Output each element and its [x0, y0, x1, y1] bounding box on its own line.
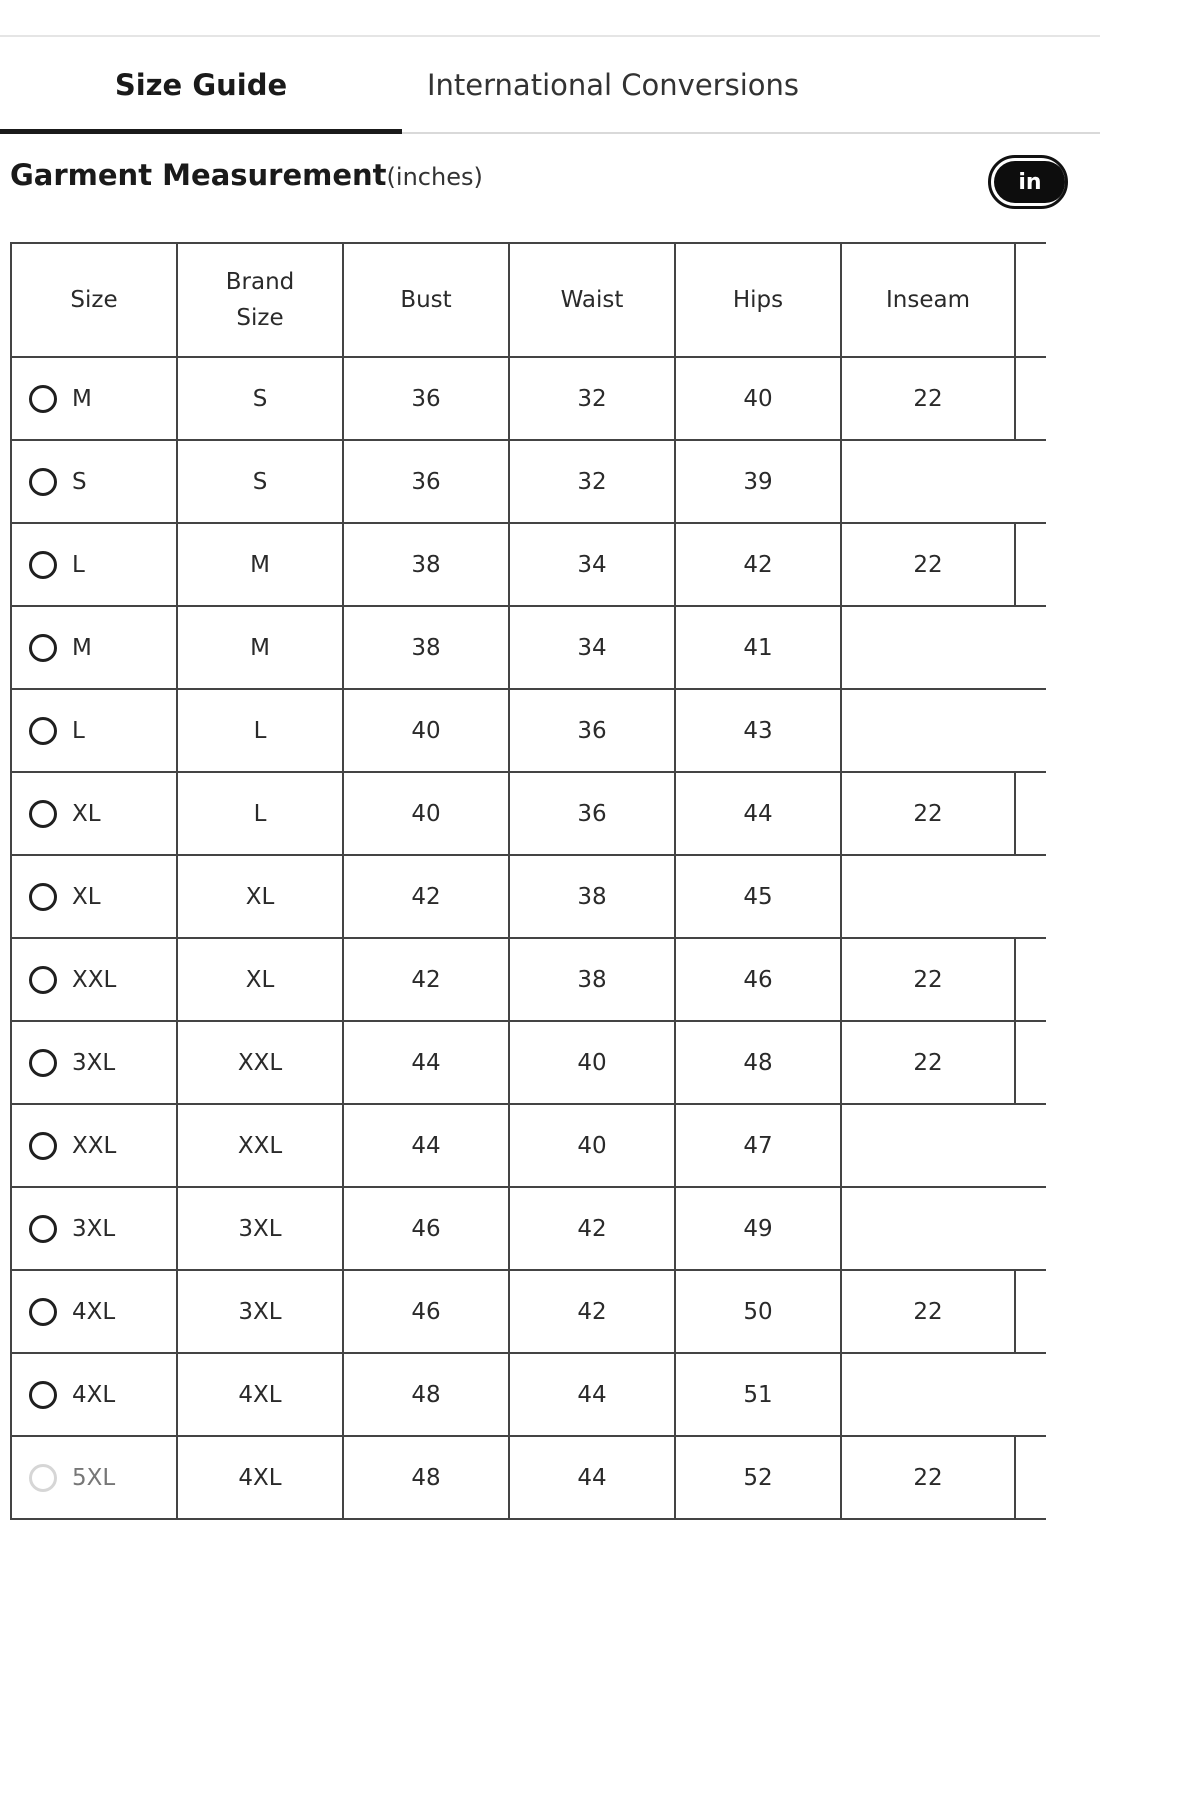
waist-cell: 34 — [509, 606, 675, 689]
table-row[interactable] — [11, 1021, 1046, 1104]
inseam-cell: 22 — [841, 1436, 1015, 1519]
size-option[interactable] — [12, 1464, 176, 1492]
size-label: 4XL — [72, 1298, 116, 1325]
table-row[interactable] — [11, 357, 1046, 440]
waist-cell: 36 — [509, 689, 675, 772]
bust-cell: 48 — [343, 1436, 509, 1519]
waist-cell: 38 — [509, 855, 675, 938]
size-radio[interactable] — [29, 385, 57, 413]
bust-cell: 40 — [343, 689, 509, 772]
size-option[interactable] — [12, 1298, 176, 1326]
size-cell[interactable] — [11, 1104, 177, 1187]
size-cell[interactable] — [11, 1187, 177, 1270]
header-hips: Hips — [675, 243, 841, 357]
bust-cell: 36 — [343, 357, 509, 440]
size-radio[interactable] — [29, 551, 57, 579]
brand-size-cell: 3XL — [177, 1187, 343, 1270]
brand-size-cell: S — [177, 357, 343, 440]
waist-cell: 36 — [509, 772, 675, 855]
brand-size-cell: 4XL — [177, 1353, 343, 1436]
waist-cell: 44 — [509, 1353, 675, 1436]
inseam-cell: 22 — [841, 1021, 1015, 1104]
size-cell[interactable] — [11, 1353, 177, 1436]
brand-size-cell: L — [177, 772, 343, 855]
overflow-cell — [1015, 1436, 1046, 1519]
size-label: M — [72, 634, 92, 661]
inseam-cell — [841, 440, 1015, 523]
size-radio[interactable] — [29, 1215, 57, 1243]
brand-size-cell: XL — [177, 938, 343, 1021]
bust-cell: 38 — [343, 523, 509, 606]
unit-toggle-label: in — [1018, 169, 1042, 195]
size-label: 3XL — [72, 1049, 116, 1076]
brand-size-cell: L — [177, 689, 343, 772]
active-tab-indicator — [0, 129, 402, 134]
hips-cell: 43 — [675, 689, 841, 772]
table-row[interactable] — [11, 523, 1046, 606]
size-label: 5XL — [72, 1464, 116, 1491]
size-option[interactable] — [12, 966, 176, 994]
overflow-cell — [1015, 440, 1046, 523]
inseam-cell — [841, 1353, 1015, 1436]
hips-cell: 39 — [675, 440, 841, 523]
section-title-text: Garment Measurement — [10, 158, 387, 192]
waist-cell: 42 — [509, 1270, 675, 1353]
size-cell[interactable] — [11, 357, 177, 440]
size-option[interactable] — [12, 634, 176, 662]
brand-size-cell: 4XL — [177, 1436, 343, 1519]
size-label: L — [72, 717, 85, 744]
inseam-cell: 22 — [841, 772, 1015, 855]
size-label: M — [72, 385, 92, 412]
overflow-cell — [1015, 1187, 1046, 1270]
tab-size-guide[interactable] — [0, 37, 402, 132]
hips-cell: 42 — [675, 523, 841, 606]
table-row[interactable] — [11, 1104, 1046, 1187]
size-cell[interactable] — [11, 1270, 177, 1353]
size-cell[interactable] — [11, 689, 177, 772]
size-option[interactable] — [12, 800, 176, 828]
size-option[interactable] — [12, 1381, 176, 1409]
bust-cell: 48 — [343, 1353, 509, 1436]
tab-international-conversions-label: International Conversions — [426, 67, 799, 102]
brand-size-cell: M — [177, 606, 343, 689]
size-label: XXL — [72, 1132, 117, 1159]
size-table — [10, 242, 1046, 1520]
table-row[interactable] — [11, 855, 1046, 938]
waist-cell: 32 — [509, 440, 675, 523]
brand-size-cell: S — [177, 440, 343, 523]
brand-size-cell: 3XL — [177, 1270, 343, 1353]
table-row[interactable] — [11, 772, 1046, 855]
bust-cell: 46 — [343, 1270, 509, 1353]
header-brand-size-line2: Size — [236, 305, 284, 331]
size-option[interactable] — [12, 717, 176, 745]
overflow-cell — [1015, 523, 1046, 606]
inseam-cell: 22 — [841, 1270, 1015, 1353]
hips-cell: 49 — [675, 1187, 841, 1270]
size-option[interactable] — [12, 468, 176, 496]
size-option[interactable] — [12, 551, 176, 579]
size-label: S — [72, 468, 87, 495]
overflow-cell — [1015, 855, 1046, 938]
inseam-cell — [841, 855, 1015, 938]
size-label: L — [72, 551, 85, 578]
size-option[interactable] — [12, 385, 176, 413]
section-title — [10, 158, 483, 192]
hips-cell: 45 — [675, 855, 841, 938]
waist-cell: 42 — [509, 1187, 675, 1270]
hips-cell: 46 — [675, 938, 841, 1021]
size-cell[interactable] — [11, 440, 177, 523]
size-option[interactable] — [12, 1215, 176, 1243]
table-row[interactable] — [11, 1187, 1046, 1270]
overflow-cell — [1015, 1270, 1046, 1353]
waist-cell: 38 — [509, 938, 675, 1021]
header-waist: Waist — [509, 243, 675, 357]
inseam-cell — [841, 606, 1015, 689]
waist-cell: 32 — [509, 357, 675, 440]
size-radio[interactable] — [29, 1464, 57, 1492]
size-cell[interactable] — [11, 1436, 177, 1519]
table-row[interactable] — [11, 938, 1046, 1021]
size-table-body — [11, 357, 1046, 1519]
bust-cell: 42 — [343, 855, 509, 938]
size-option[interactable] — [12, 883, 176, 911]
overflow-cell — [1015, 1104, 1046, 1187]
size-label: 3XL — [72, 1215, 116, 1242]
hips-cell: 52 — [675, 1436, 841, 1519]
brand-size-cell: XL — [177, 855, 343, 938]
tab-size-guide-label: Size Guide — [114, 67, 288, 102]
size-radio[interactable] — [29, 883, 57, 911]
bust-cell: 36 — [343, 440, 509, 523]
inseam-cell: 22 — [841, 523, 1015, 606]
size-cell[interactable] — [11, 606, 177, 689]
size-label: XL — [72, 883, 101, 910]
size-radio[interactable] — [29, 966, 57, 994]
inseam-cell — [841, 1187, 1015, 1270]
overflow-cell — [1015, 772, 1046, 855]
bust-cell: 44 — [343, 1104, 509, 1187]
inseam-cell: 22 — [841, 357, 1015, 440]
table-row[interactable] — [11, 440, 1046, 523]
inseam-cell: 22 — [841, 938, 1015, 1021]
size-radio[interactable] — [29, 1049, 57, 1077]
size-option[interactable] — [12, 1132, 176, 1160]
size-label: XXL — [72, 966, 117, 993]
table-row[interactable] — [11, 1436, 1046, 1519]
tab-bar — [0, 37, 1100, 134]
bust-cell: 44 — [343, 1021, 509, 1104]
table-row[interactable] — [11, 1270, 1046, 1353]
size-radio[interactable] — [29, 468, 57, 496]
overflow-cell — [1015, 606, 1046, 689]
overflow-cell — [1015, 689, 1046, 772]
inseam-cell — [841, 689, 1015, 772]
bust-cell: 40 — [343, 772, 509, 855]
table-row[interactable] — [11, 606, 1046, 689]
header-bust: Bust — [343, 243, 509, 357]
waist-cell: 40 — [509, 1021, 675, 1104]
hips-cell: 47 — [675, 1104, 841, 1187]
table-row[interactable] — [11, 689, 1046, 772]
size-option[interactable] — [12, 1049, 176, 1077]
tab-international-conversions[interactable] — [402, 37, 824, 132]
size-radio[interactable] — [29, 1132, 57, 1160]
table-row[interactable] — [11, 1353, 1046, 1436]
hips-cell: 48 — [675, 1021, 841, 1104]
unit-toggle[interactable] — [988, 155, 1068, 209]
waist-cell: 34 — [509, 523, 675, 606]
size-cell[interactable] — [11, 1021, 177, 1104]
size-radio[interactable] — [29, 800, 57, 828]
size-radio[interactable] — [29, 717, 57, 745]
size-cell[interactable] — [11, 772, 177, 855]
size-label: XL — [72, 800, 101, 827]
size-radio[interactable] — [29, 1298, 57, 1326]
hips-cell: 51 — [675, 1353, 841, 1436]
section-unit-text: (inches) — [386, 163, 483, 191]
brand-size-cell: M — [177, 523, 343, 606]
header-inseam: Inseam — [841, 243, 1015, 357]
bust-cell: 38 — [343, 606, 509, 689]
size-cell[interactable] — [11, 855, 177, 938]
inseam-cell — [841, 1104, 1015, 1187]
size-radio[interactable] — [29, 634, 57, 662]
overflow-cell — [1015, 938, 1046, 1021]
size-cell[interactable] — [11, 938, 177, 1021]
bust-cell: 42 — [343, 938, 509, 1021]
overflow-cell — [1015, 1021, 1046, 1104]
table-header-row — [11, 243, 1046, 357]
overflow-cell — [1015, 357, 1046, 440]
hips-cell: 40 — [675, 357, 841, 440]
overflow-cell — [1015, 1353, 1046, 1436]
hips-cell: 50 — [675, 1270, 841, 1353]
size-radio[interactable] — [29, 1381, 57, 1409]
brand-size-cell: XXL — [177, 1021, 343, 1104]
header-overflow — [1015, 243, 1046, 357]
bust-cell: 46 — [343, 1187, 509, 1270]
size-label: 4XL — [72, 1381, 116, 1408]
waist-cell: 44 — [509, 1436, 675, 1519]
waist-cell: 40 — [509, 1104, 675, 1187]
header-brand-size — [177, 243, 343, 357]
size-cell[interactable] — [11, 523, 177, 606]
unit-toggle-knob — [994, 161, 1066, 203]
header-size: Size — [11, 243, 177, 357]
brand-size-cell: XXL — [177, 1104, 343, 1187]
hips-cell: 41 — [675, 606, 841, 689]
hips-cell: 44 — [675, 772, 841, 855]
header-brand-size-line1: Brand — [225, 269, 295, 295]
